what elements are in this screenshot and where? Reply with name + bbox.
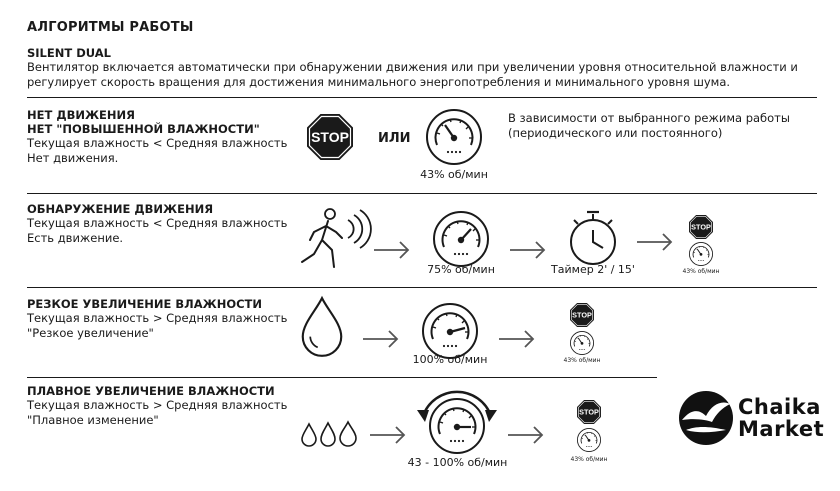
arrow-right-icon [363,329,403,349]
stop-sign-icon [576,399,602,425]
speed-caption: 43% об/мин [420,168,488,181]
speedometer-icon [422,303,478,359]
seagull-logo-icon [678,390,734,446]
mode-note: В зависимости от выбранного режима работы (периодического или постоянного) [508,111,790,140]
speedometer-icon [689,242,713,266]
speedometer-icon [415,386,499,458]
stop-label: STOP [572,310,592,320]
divider [27,97,817,98]
speed-caption: 43 - 100% об/мин [407,456,508,469]
speedometer-icon [577,428,601,452]
speed-caption: 75% об/мин [427,263,495,276]
arrow-right-icon [510,240,550,260]
stop-label: STOP [311,129,349,145]
timer-icon [565,208,621,266]
stop-label: STOP [691,222,711,232]
section-text: Текущая влажность > Средняя влажность "Плавное изменение" [27,398,288,427]
arrow-right-icon [370,425,410,445]
stop-sign-icon [305,112,355,162]
mode-title: SILENT DUAL [27,46,111,60]
water-drop-icon [300,296,344,358]
section-title: ПЛАВНОЕ УВЕЛИЧЕНИЕ ВЛАЖНОСТИ [27,384,275,398]
section-title: РЕЗКОЕ УВЕЛИЧЕНИЕ ВЛАЖНОСТИ [27,297,263,311]
speed-caption: 100% об/мин [412,353,488,366]
stop-sign-icon [688,214,714,240]
page-title: АЛГОРИТМЫ РАБОТЫ [27,20,194,35]
motion-person-icon [300,204,372,270]
section-text: Текущая влажность < Средняя влажность Есть движение. [27,216,288,245]
intro-text: Вентилятор включается автоматически при обнаружении движения или при увеличении уровня относительной влажности и регулирует скорость вращения для достижения минимального энергопотребления и минимального уровня шума. [27,60,798,89]
small-speed-caption: 43% об/мин [563,357,601,364]
timer-caption: Таймер 2' / 15' [551,263,635,276]
divider [27,377,657,378]
section-text: Текущая влажность < Средняя влажность Нет движения. [27,136,288,165]
small-speed-caption: 43% об/мин [682,268,720,275]
logo-text-line1: Chaika [738,395,821,419]
or-label: ИЛИ [378,131,411,146]
speedometer-icon [426,109,482,165]
section-title: ОБНАРУЖЕНИЕ ДВИЖЕНИЯ [27,202,214,216]
divider [27,193,817,194]
arrow-right-icon [637,232,677,252]
speedometer-icon [570,331,594,355]
stop-sign-icon [569,302,595,328]
logo-text-line2: Market [738,417,825,441]
small-speed-caption: 43% об/мин [570,456,608,463]
water-drops-icon [300,422,360,448]
stop-label: STOP [579,407,599,417]
speedometer-icon [433,211,489,267]
divider [27,287,817,288]
section-title: НЕТ ДВИЖЕНИЯ НЕТ "ПОВЫШЕННОЙ ВЛАЖНОСТИ" [27,108,260,136]
arrow-right-icon [508,425,548,445]
section-text: Текущая влажность > Средняя влажность "Резкое увеличение" [27,311,288,340]
arrow-right-icon [374,240,414,260]
arrow-right-icon [499,329,539,349]
